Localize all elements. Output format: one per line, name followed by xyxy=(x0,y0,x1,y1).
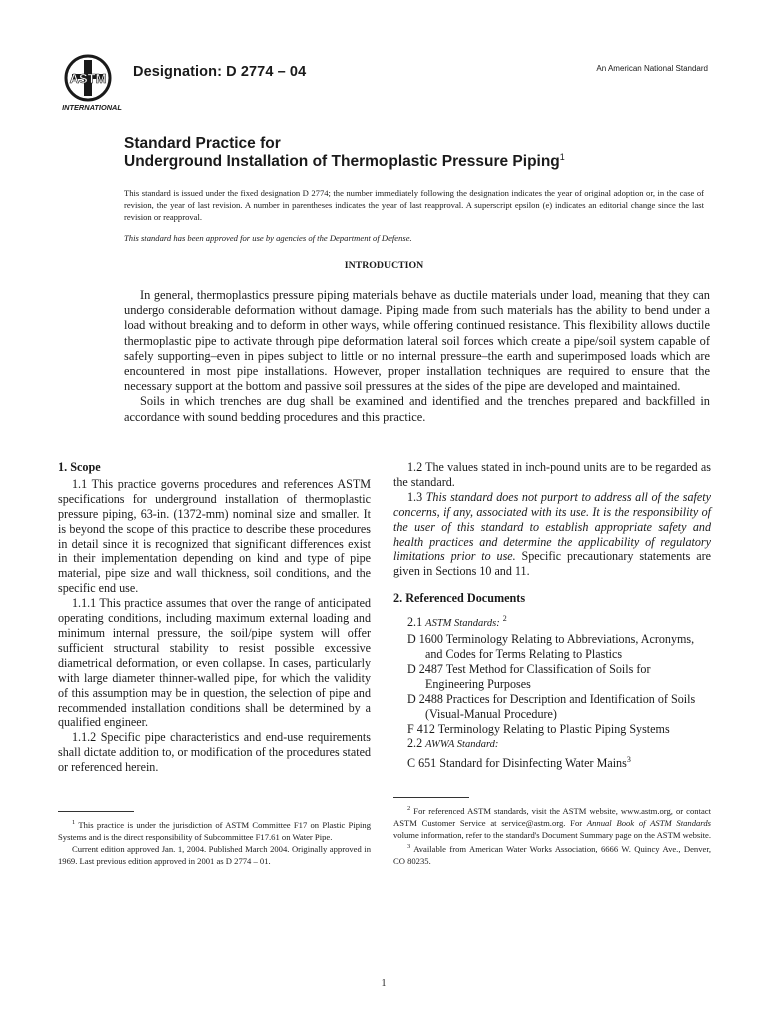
astm-standards-label xyxy=(407,612,711,632)
footnote-1 xyxy=(58,817,371,843)
astm-label-number: 2.1 xyxy=(407,615,423,630)
awwa-label-text: AWWA Standard: xyxy=(425,739,499,751)
reference-item-awwa xyxy=(407,753,711,771)
footnote-2-mark: 2 xyxy=(407,805,411,812)
introduction-paragraph-1: In general, thermoplastics pressure piping materials behave as ductile materials under load, meaning that they can undergo considerable deformation without damage. Piping made from such materials has the ability to bend under a load without breaking and to deform in other ways, while offering continued resistance. This flexibility allows ductile thermoplastic pipe to activate through pipe deformation lateral soil forces which create a pipe/soil system capable of safely supporting–even in pipes subject to little or no internal pressure–the earth and superimposed loads which are encountered in most pipe installations. However, proper installation techniques are required to ensure that the necessary support at the bottom and passive soil pressures at the sides of the pipe are developed and maintained. xyxy=(124,288,710,394)
right-column xyxy=(393,460,711,771)
footnotes-right xyxy=(393,803,711,867)
footnote-1-mark: 1 xyxy=(72,819,76,826)
footnote-3 xyxy=(393,841,711,867)
scope-1-3-number: 1.3 xyxy=(407,489,423,504)
scope-1-3 xyxy=(393,490,711,579)
issuance-note: This standard is issued under the fixed designation D 2774; the number immediately following the designation indicates the year of original adoption or, in the case of revision, the year of last revision. A number in parentheses indicates the year of last reapproval. A superscript epsilon (e) indicates an editorial change since the last revision or reapproval. xyxy=(124,188,704,223)
scope-1-2: 1.2 The values stated in inch-pound units are to be regarded as the standard. xyxy=(393,460,711,489)
logo-subtext: INTERNATIONAL xyxy=(62,103,122,112)
left-column xyxy=(58,460,371,775)
footnote-2-text-b: volume information, refer to the standard's Document Summary page on the ASTM website. xyxy=(393,830,712,841)
scope-1-1-2: 1.1.2 Specific pipe characteristics and end-use requirements shall dictate addition to, or modification of the procedures stated or referenced herein. xyxy=(58,730,371,775)
logo-text: ASTM xyxy=(69,71,107,86)
footnote-1-text: This practice is under the jurisdiction of ASTM Committee F17 on Plastic Piping Systems and is the direct responsibility of Subcommittee F17.61 on Water Pipe. xyxy=(58,819,371,842)
scope-1-1: 1.1 This practice governs procedures and references ASTM specifications for underground installation of thermoplastic pressure piping, 63-in. (1372-mm) nominal size and smaller. It is beyond the scope of this practice to describe these procedures in detail since it is recognized that significant differences exist in their implementation depending on kind and type of pipe material, pipe size and wall thickness, soil conditions, and the specific end use. xyxy=(58,476,371,596)
footnote-2-italic: Annual Book of ASTM Standards xyxy=(586,817,711,828)
astm-label-footnote: 2 xyxy=(502,614,507,624)
reference-item: F 412 Terminology Relating to Plastic Piping Systems xyxy=(407,721,670,736)
referenced-documents-heading: 2. Referenced Documents xyxy=(393,591,526,606)
footnote-2-text-a: For referenced ASTM standards, visit the ASTM website, www.astm.org, or contact ASTM Customer Service at service@astm.org. For xyxy=(393,805,711,828)
scope-1-3-precautions: Specific precautionary statements are given in Sections 10 and 11. xyxy=(393,549,711,579)
awwa-item-text: C 651 Standard for Disinfecting Water Mains xyxy=(407,756,627,771)
reference-item: D 1600 Terminology Relating to Abbreviations, Acronyms, and Codes for Terms Relating to Plastics xyxy=(407,632,695,661)
dod-approval-note: This standard has been approved for use by agencies of the Department of Defense. xyxy=(124,233,412,243)
title-footnote-mark: 1 xyxy=(559,152,565,162)
awwa-item-footnote: 3 xyxy=(626,755,631,765)
footnote-3-mark: 3 xyxy=(407,843,411,851)
introduction-paragraph-2: Soils in which trenches are dug shall be examined and identified and the trenches prepared and backfilled in accordance with sound bedding procedures and this practice. xyxy=(124,394,710,424)
footnote-2 xyxy=(393,803,711,841)
awwa-label-number: 2.2 xyxy=(407,736,423,751)
page-number: 1 xyxy=(381,978,387,989)
designation: Designation: D 2774 – 04 xyxy=(133,64,307,80)
title-main: Underground Installation of Thermoplastic Pressure Piping xyxy=(124,153,560,171)
title-line-2 xyxy=(124,152,565,171)
national-standard-label: An American National Standard xyxy=(596,64,708,73)
footnotes-left xyxy=(58,817,371,867)
reference-item: D 2488 Practices for Description and Identification of Soils (Visual-Manual Procedure) xyxy=(407,691,696,721)
footnote-1-edition: Current edition approved Jan. 1, 2004. Published March 2004. Originally approved in 1969. Last previous edition approved in 2001 as D 2774 – 01. xyxy=(58,844,371,867)
introduction-heading: INTRODUCTION xyxy=(344,260,424,271)
title-line-1: Standard Practice for xyxy=(124,135,281,152)
introduction-body xyxy=(124,288,710,425)
scope-heading: 1. Scope xyxy=(58,460,101,474)
footnote-rule-right xyxy=(393,797,469,798)
scope-1-3-safety-caveat: This standard does not purport to address all of the safety concerns, if any, associated with its use. It is the responsibility of the user of this standard to establish appropriate safety and health practices and determine the applicability of regulatory limitations prior to use. xyxy=(393,489,711,564)
footnote-rule-left xyxy=(58,811,134,812)
astm-label-text: ASTM Standards: xyxy=(425,618,500,630)
scope-1-1-1: 1.1.1 This practice assumes that over the range of anticipated operating conditions, including maximum external loading and minimum internal pressure, the soil/pipe system will offer sufficient structural stability to resist possible excessive diametrical deformation, or even collapse. In cases, particularly with large diameter thinner-walled pipe, for which the validity of this assumption may be in question, the selection of pipe and recommended installation conditions shall be determined by a qualified engineer. xyxy=(58,596,371,730)
reference-item: D 2487 Test Method for Classification of Soils for Engineering Purposes xyxy=(407,661,651,691)
astm-logo xyxy=(60,52,124,114)
awwa-standard-label xyxy=(407,736,711,753)
footnote-3-text: Available from American Water Works Association, 6666 W. Quincy Ave., Denver, CO 80235. xyxy=(393,844,711,867)
